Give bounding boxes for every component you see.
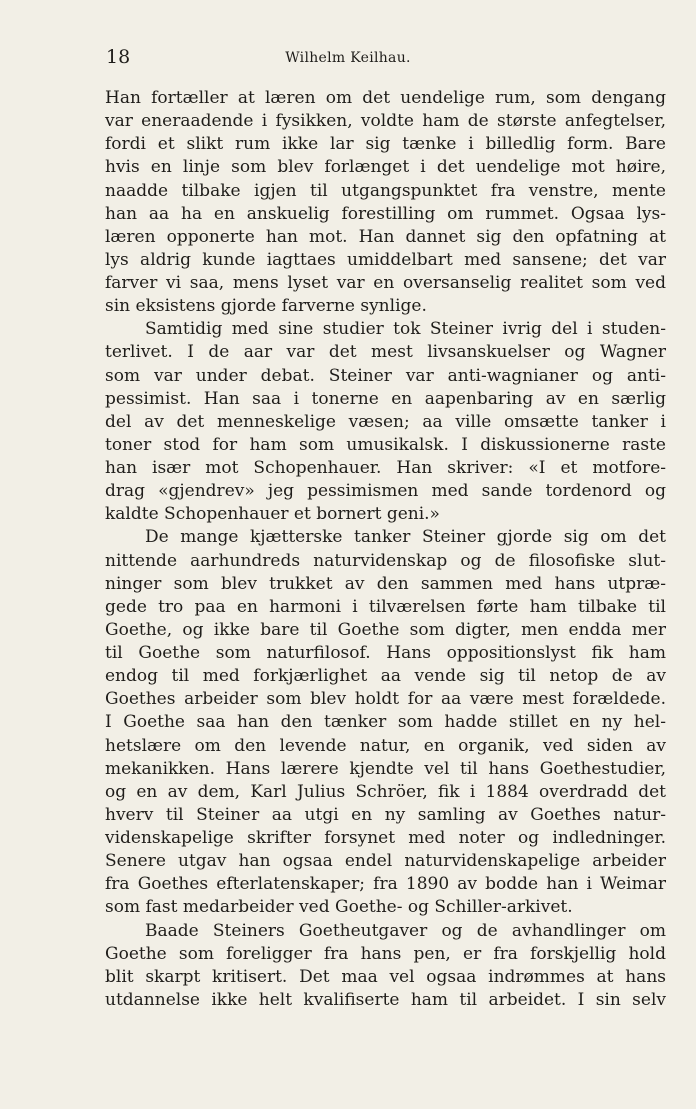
text-line: naadde tilbake igjen til utgangspunktet fra venstre, mente xyxy=(105,180,666,201)
text-line: kaldte Schopenhauer et bornert geni.» xyxy=(105,504,440,525)
text-line: lys aldrig kunde iagttaes umiddelbart med sansene; det var xyxy=(105,249,666,270)
text-line: I Goethe saa han den tænker som hadde stillet en ny hel- xyxy=(105,712,666,733)
text-line: Baade Steiners Goetheutgaver og de avhandlinger om xyxy=(145,920,666,941)
text-line: Goethes arbeider som blev holdt for aa være mest forældede. xyxy=(105,689,666,710)
running-title: Wilhelm Keilhau. xyxy=(285,50,411,66)
text-line: han især mot Schopenhauer. Han skriver: «I et motfore- xyxy=(105,458,666,478)
paragraph xyxy=(105,87,666,318)
text-line: gede tro paa en harmoni i tilværelsen førte ham tilbake til xyxy=(105,596,666,617)
body-text xyxy=(105,87,666,1012)
text-line: De mange kjætterske tanker Steiner gjorde sig om det xyxy=(145,527,666,548)
text-line: hverv til Steiner aa utgi en ny samling av Goethes natur- xyxy=(105,804,666,825)
text-line: var eneraadende i fysikken, voldte ham de største anfegtelser, xyxy=(105,111,666,132)
paragraph xyxy=(105,526,666,919)
text-line: som var under debat. Steiner var anti-wagnianer og anti- xyxy=(105,365,666,386)
text-line: Senere utgav han ogsaa endel naturvidenskapelige arbeider xyxy=(105,851,666,872)
text-line: Goethe som foreligger fra hans pen, er fra forskjellig hold xyxy=(105,943,666,964)
text-line: hetslære om den levende natur, en organik, ved siden av xyxy=(105,735,666,756)
text-line: endog til med forkjærlighet aa vende sig til netop de av xyxy=(105,666,666,687)
text-line: nittende aarhundreds naturvidenskap og de filosofiske slut- xyxy=(105,550,666,571)
text-line: til Goethe som naturfilosof. Hans oppositionslyst fik ham xyxy=(105,643,666,663)
text-line: som fast medarbeider ved Goethe- og Schiller-arkivet. xyxy=(105,897,573,918)
text-line: hvis en linje som blev forlænget i det uendelige mot høire, xyxy=(105,157,666,178)
text-line: og en av dem, Karl Julius Schröer, fik i 1884 overdradd det xyxy=(105,781,666,802)
text-line: blit skarpt kritisert. Det maa vel ogsaa indrømmes at hans xyxy=(105,966,666,987)
text-line: ninger som blev trukket av den sammen med hans utpræ- xyxy=(105,573,666,594)
text-line: Goethe, og ikke bare til Goethe som digter, men endda mer xyxy=(105,619,666,640)
text-line: pessimist. Han saa i tonerne en aapenbaring av en særlig xyxy=(105,388,666,409)
text-line: han aa ha en anskuelig forestilling om rummet. Ogsaa lys- xyxy=(105,203,666,224)
text-line: terlivet. I de aar var det mest livsanskuelser og Wagner xyxy=(105,342,666,363)
text-line: læren opponerte han mot. Han dannet sig den opfatning at xyxy=(105,226,666,247)
text-line: Han fortæller at læren om det uendelige rum, som dengang xyxy=(105,88,666,108)
text-line: drag «gjendrev» jeg pessimismen med sande tordenord og xyxy=(105,481,666,502)
paragraph xyxy=(105,318,666,526)
text-line: mekanikken. Hans lærere kjendte vel til hans Goethestudier, xyxy=(105,758,666,779)
text-line: utdannelse ikke helt kvalifiserte ham til arbeidet. I sin selv xyxy=(105,989,666,1010)
text-line: Samtidig med sine studier tok Steiner ivrig del i studen- xyxy=(145,319,666,340)
text-line: toner stod for ham som umusikalsk. I diskussionerne raste xyxy=(105,434,666,455)
text-line: farver vi saa, mens lyset var en oversanselig realitet som ved xyxy=(105,273,666,293)
page-number: 18 xyxy=(106,46,131,68)
text-line: fordi et slikt rum ikke lar sig tænke i billedlig form. Bare xyxy=(105,134,666,155)
text-line: sin eksistens gjorde farverne synlige. xyxy=(105,296,427,317)
text-line: del av det menneskelige væsen; aa ville omsætte tanker i xyxy=(105,411,666,432)
text-line: videnskapelige skrifter forsynet med noter og indledninger. xyxy=(105,828,666,848)
paragraph xyxy=(105,920,666,1013)
text-line: fra Goethes efterlatenskaper; fra 1890 av bodde han i Weimar xyxy=(105,874,666,895)
